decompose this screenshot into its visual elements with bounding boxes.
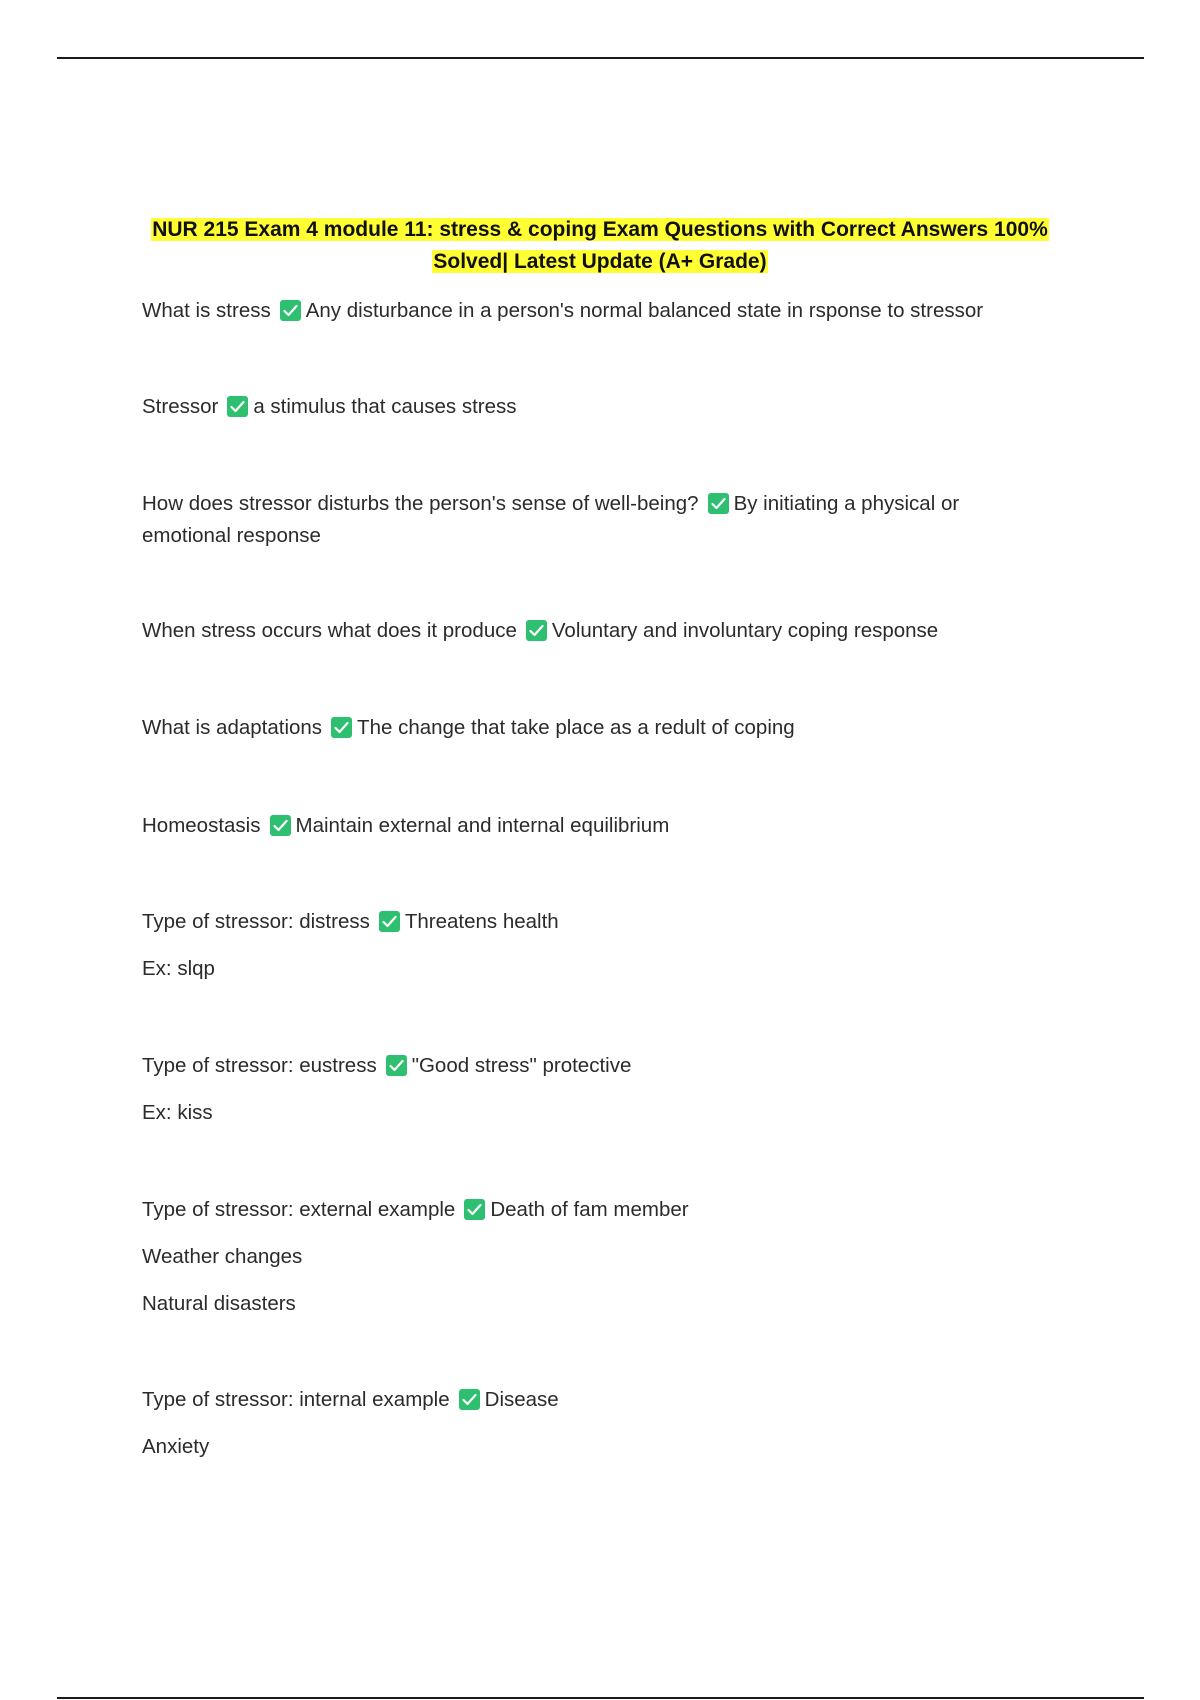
answer-text: Voluntary and involuntary coping response xyxy=(551,619,939,642)
check-mark-icon xyxy=(386,1055,407,1076)
check-mark-icon xyxy=(379,911,400,932)
question-text: Stressor xyxy=(142,395,219,418)
qa-item xyxy=(142,1050,1042,1129)
question-text: How does stressor disturbs the person's sense of well-being? xyxy=(142,492,699,515)
question-text: Type of stressor: external example xyxy=(142,1198,456,1221)
qa-item xyxy=(142,810,1042,842)
answer-text: By initiating a physical or emotional response xyxy=(142,492,960,547)
answer-text: "Good stress" protective xyxy=(411,1054,632,1077)
document-title xyxy=(120,214,1080,278)
question-text: Type of stressor: distress xyxy=(142,910,370,933)
qa-item xyxy=(142,1194,1042,1320)
answer-text: Disease xyxy=(484,1388,559,1411)
answer-text: Threatens health xyxy=(404,910,559,933)
answer-text: The change that take place as a redult of coping xyxy=(357,716,795,739)
title-line-1: NUR 215 Exam 4 module 11: stress & coping Exam Questions with Correct Answers 100% xyxy=(152,218,1048,241)
qa-item xyxy=(142,615,1042,647)
answer-text: Maintain external and internal equilibrium xyxy=(295,814,670,837)
question-text: What is stress xyxy=(142,299,271,322)
check-mark-icon xyxy=(280,300,301,321)
question-text: Type of stressor: eustress xyxy=(142,1054,377,1077)
qa-item xyxy=(142,1384,1042,1463)
answer-text: a stimulus that causes stress xyxy=(253,395,517,418)
question-text: Type of stressor: internal example xyxy=(142,1388,450,1411)
answer-text: Any disturbance in a person's normal balanced state in rsponse to stressor xyxy=(305,299,984,322)
qa-item xyxy=(142,295,1042,327)
example-text: Weather changes xyxy=(142,1245,303,1268)
question-text: Homeostasis xyxy=(142,814,261,837)
check-mark-icon xyxy=(526,620,547,641)
question-text: When stress occurs what does it produce xyxy=(142,619,517,642)
example-text: Natural disasters xyxy=(142,1292,296,1315)
check-mark-icon xyxy=(331,717,352,738)
check-mark-icon xyxy=(708,493,729,514)
footer-rule xyxy=(57,1697,1144,1699)
check-mark-icon xyxy=(227,396,248,417)
title-line-2: Solved| Latest Update (A+ Grade) xyxy=(433,250,767,273)
question-text: What is adaptations xyxy=(142,716,323,739)
check-mark-icon xyxy=(270,815,291,836)
answer-text: Death of fam member xyxy=(490,1198,689,1221)
check-mark-icon xyxy=(464,1199,485,1220)
qa-item xyxy=(142,712,1042,744)
example-text: Ex: kiss xyxy=(142,1101,213,1124)
qa-item xyxy=(142,488,1022,552)
check-mark-icon xyxy=(459,1389,480,1410)
example-text: Anxiety xyxy=(142,1435,210,1458)
example-text: Ex: slqp xyxy=(142,957,215,980)
header-rule xyxy=(57,57,1144,59)
qa-item xyxy=(142,391,1042,423)
qa-item xyxy=(142,906,1042,985)
